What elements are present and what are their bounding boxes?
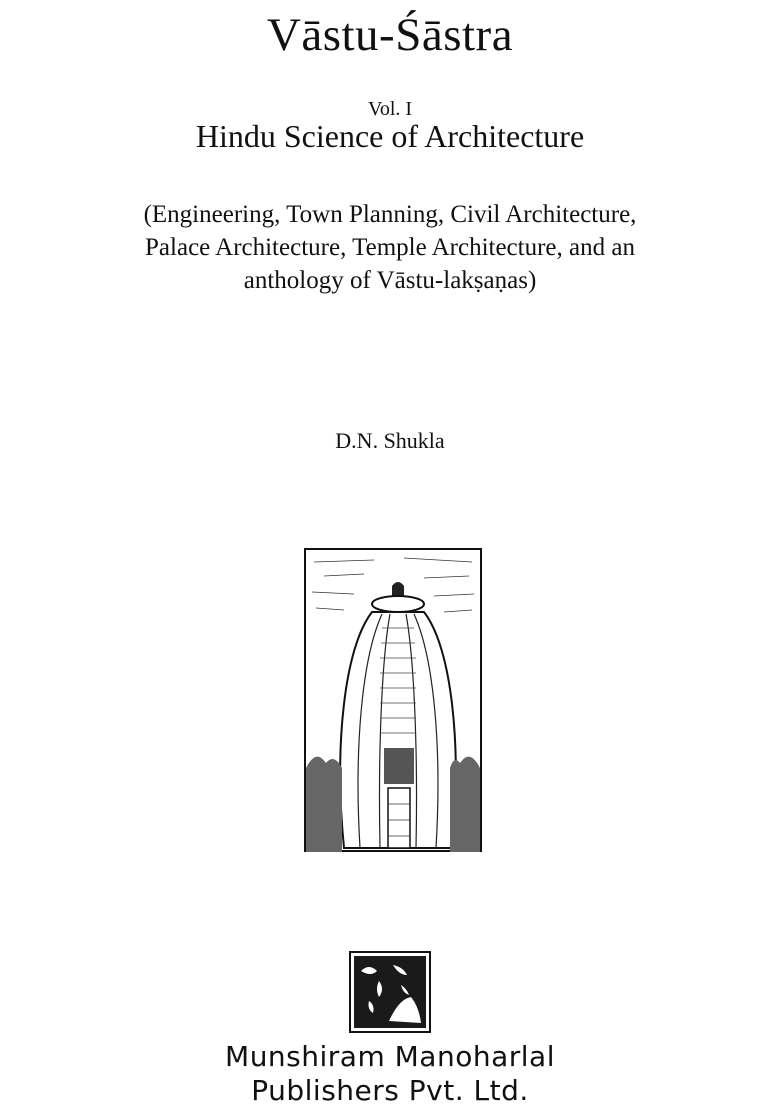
publisher-suffix: Publishers Pvt. Ltd. <box>251 1074 529 1107</box>
volume-label: Vol. I <box>367 98 413 120</box>
book-subtitle: Hindu Science of Architecture <box>195 118 585 154</box>
description-line: anthology of Vāstu-lakṣaṇas) <box>243 267 537 294</box>
book-title: Vāstu-Śāstra <box>266 9 514 61</box>
author-name: D.N. Shukla <box>335 428 445 453</box>
publisher-logo <box>349 951 431 1033</box>
description-line: Palace Architecture, Temple Architecture, and an <box>145 234 635 261</box>
description-line: (Engineering, Town Planning, Civil Architecture, <box>143 201 637 228</box>
temple-illustration <box>304 548 482 852</box>
book-description <box>0 198 780 297</box>
publisher-name: Munshiram Manoharlal <box>225 1040 555 1073</box>
